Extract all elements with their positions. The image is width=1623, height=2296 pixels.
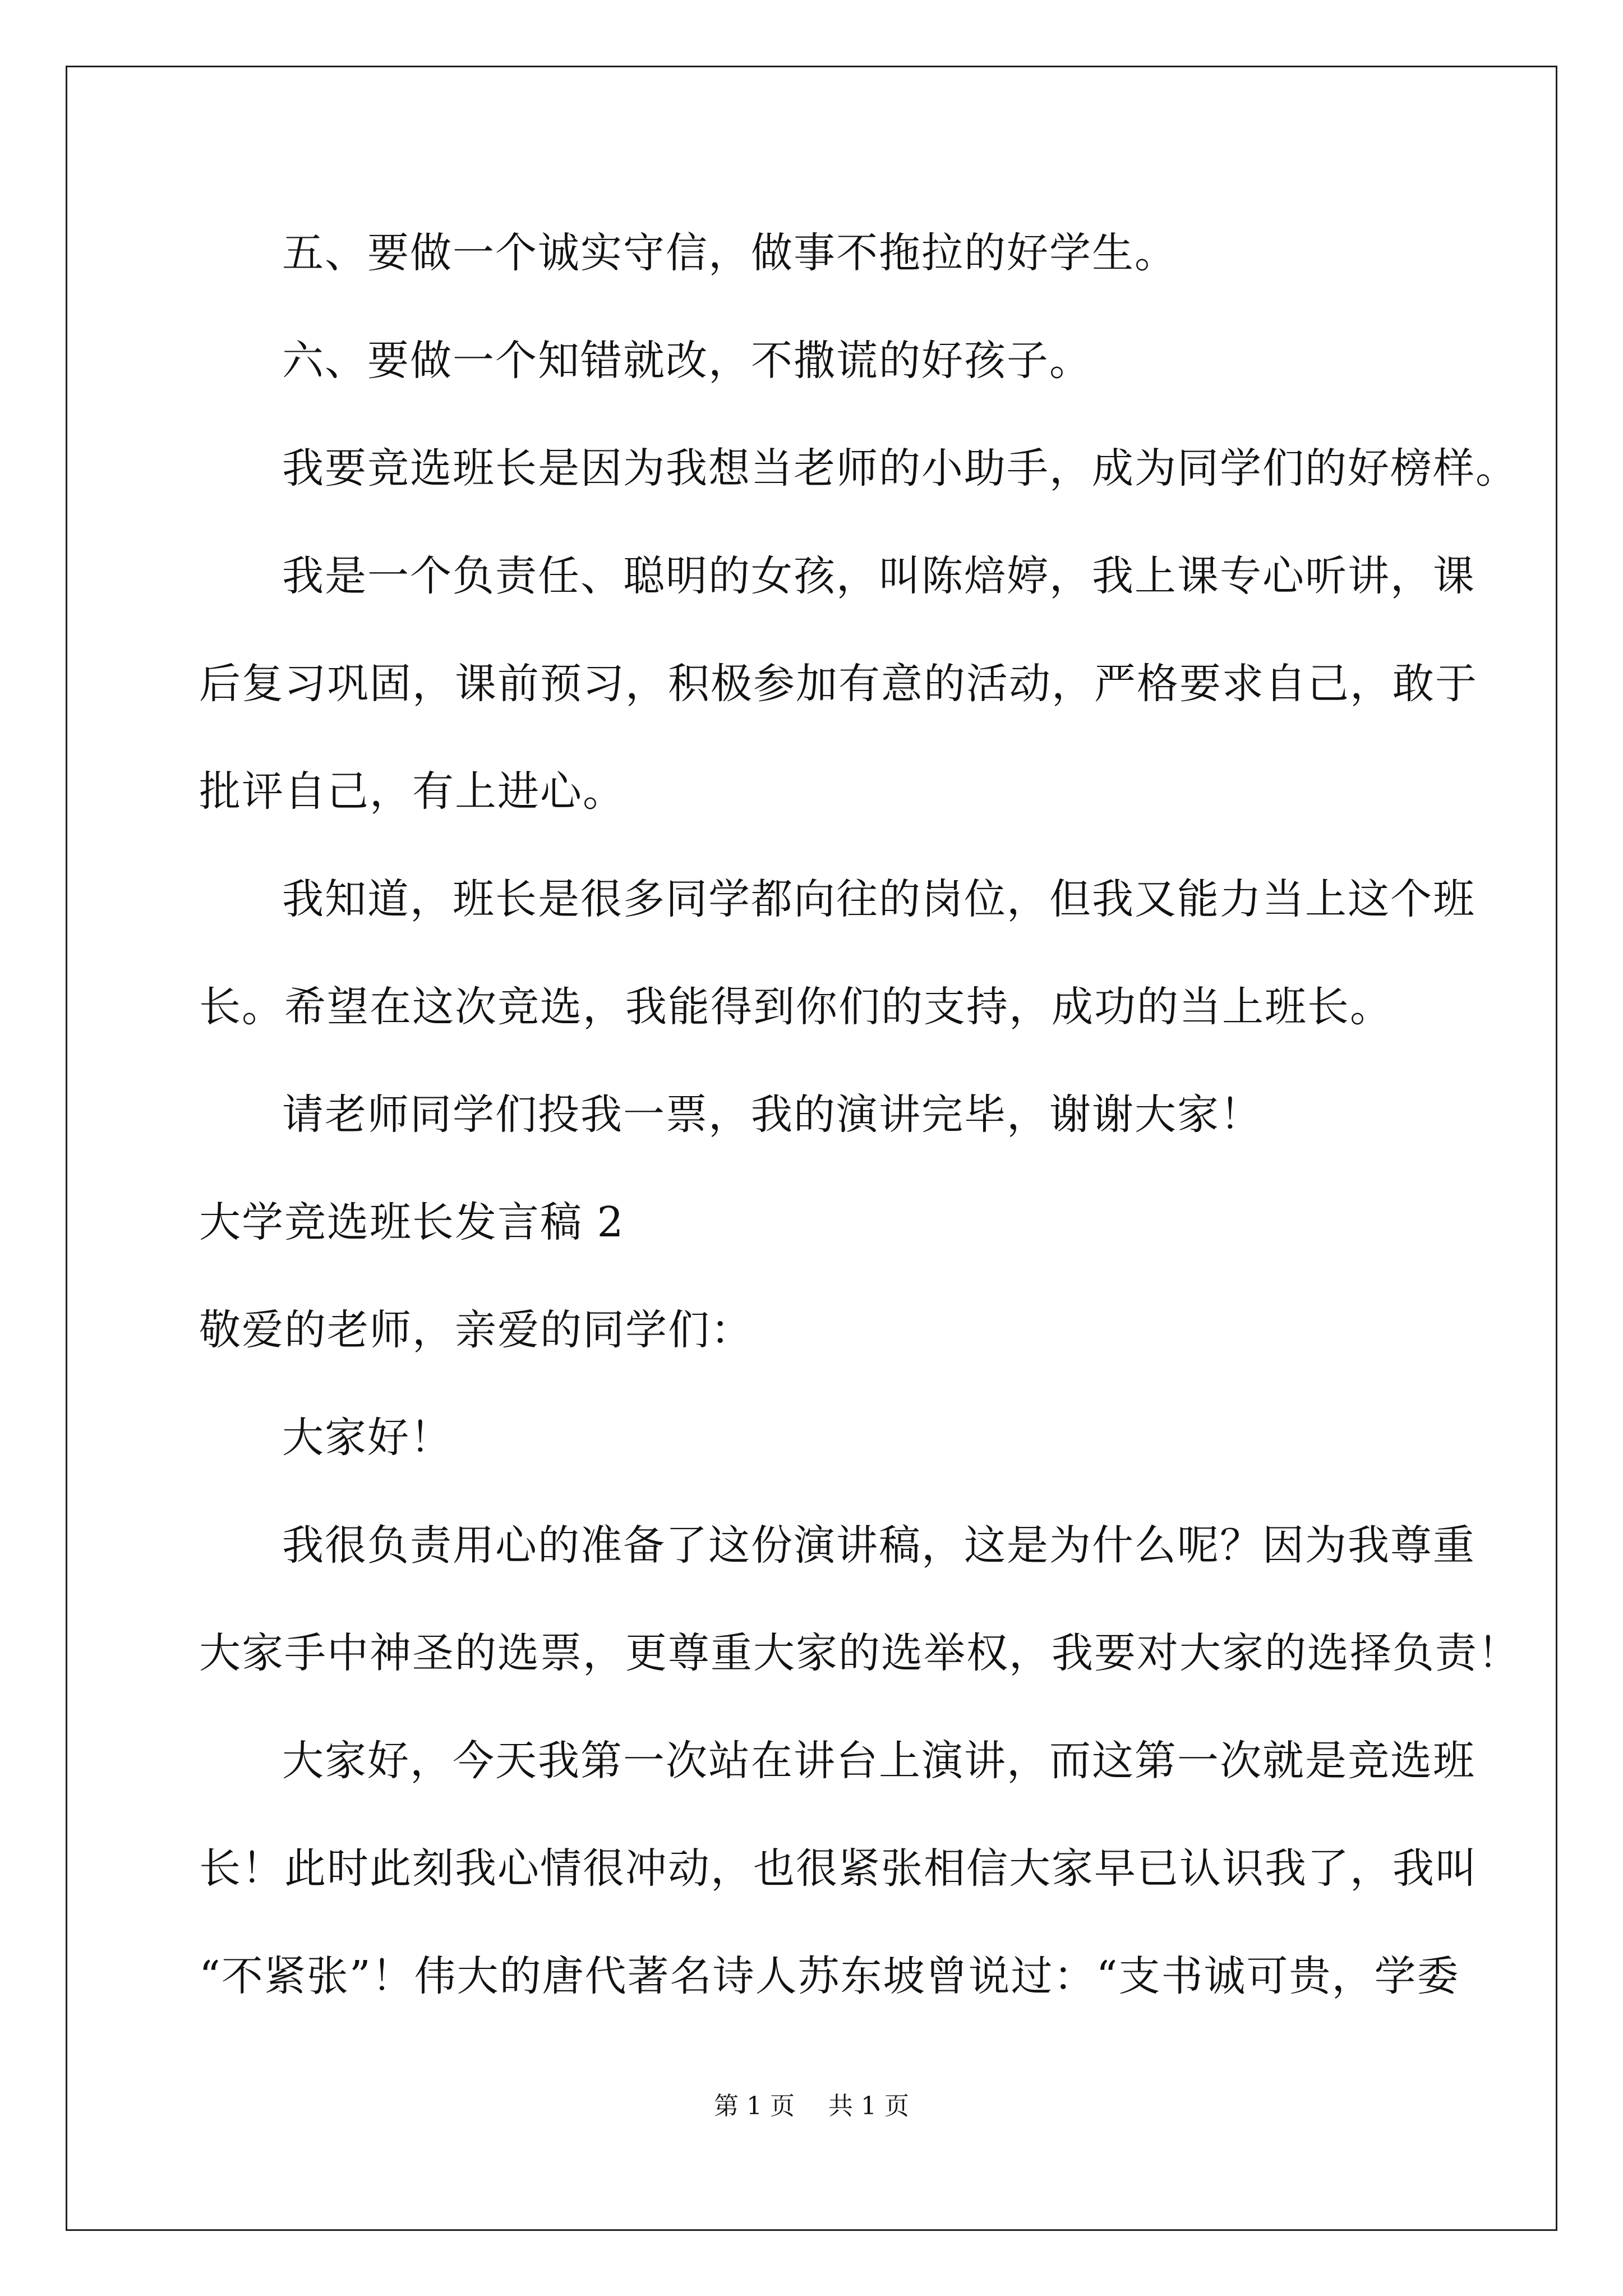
paragraph-line: 五、要做一个诚实守信，做事不拖拉的好学生。 bbox=[282, 229, 1177, 277]
page-number: 第 1 页 bbox=[714, 2092, 795, 2120]
page-footer bbox=[0, 2090, 1623, 2123]
paragraph-line: 大家好，今天我第一次站在讲台上演讲，而这第一次就是竞选班 bbox=[282, 1737, 1476, 1785]
paragraph-line: 我是一个负责任、聪明的女孩，叫陈焙婷，我上课专心听讲，课 bbox=[282, 552, 1476, 600]
section-heading: 大学竞选班长发言稿 2 bbox=[199, 1198, 625, 1246]
salutation: 敬爱的老师，亲爱的同学们： bbox=[199, 1306, 753, 1354]
page-total: 共 1 页 bbox=[828, 2092, 909, 2120]
paragraph-line: 我要竞选班长是因为我想当老师的小助手，成为同学们的好榜样。 bbox=[282, 444, 1518, 493]
paragraph-line: 后复习巩固，课前预习，积极参加有意的活动，严格要求自己，敢于 bbox=[199, 660, 1478, 708]
paragraph-line: “不紧张”！伟大的唐代著名诗人苏东坡曾说过：“支书诚可贵，学委 bbox=[199, 1952, 1460, 2000]
paragraph-line: 请老师同学们投我一票，我的演讲完毕，谢谢大家！ bbox=[282, 1091, 1262, 1139]
paragraph-line: 六、要做一个知错就改，不撒谎的好孩子。 bbox=[282, 337, 1092, 385]
paragraph-line: 我很负责用心的准备了这份演讲稿，这是为什么呢？因为我尊重 bbox=[282, 1521, 1476, 1570]
paragraph-line: 我知道，班长是很多同学都向往的岗位，但我又能力当上这个班 bbox=[282, 875, 1476, 923]
greeting: 大家好！ bbox=[282, 1414, 453, 1462]
paragraph-line: 大家手中神圣的选票，更尊重大家的选举权，我要对大家的选择负责！ bbox=[199, 1629, 1520, 1677]
document-body bbox=[199, 222, 1520, 2053]
paragraph-line: 长！此时此刻我心情很冲动，也很紧张相信大家早已认识我了，我叫 bbox=[199, 1844, 1478, 1893]
paragraph-line: 批评自己，有上进心。 bbox=[199, 767, 625, 816]
paragraph-line: 长。希望在这次竞选，我能得到你们的支持，成功的当上班长。 bbox=[199, 983, 1393, 1031]
